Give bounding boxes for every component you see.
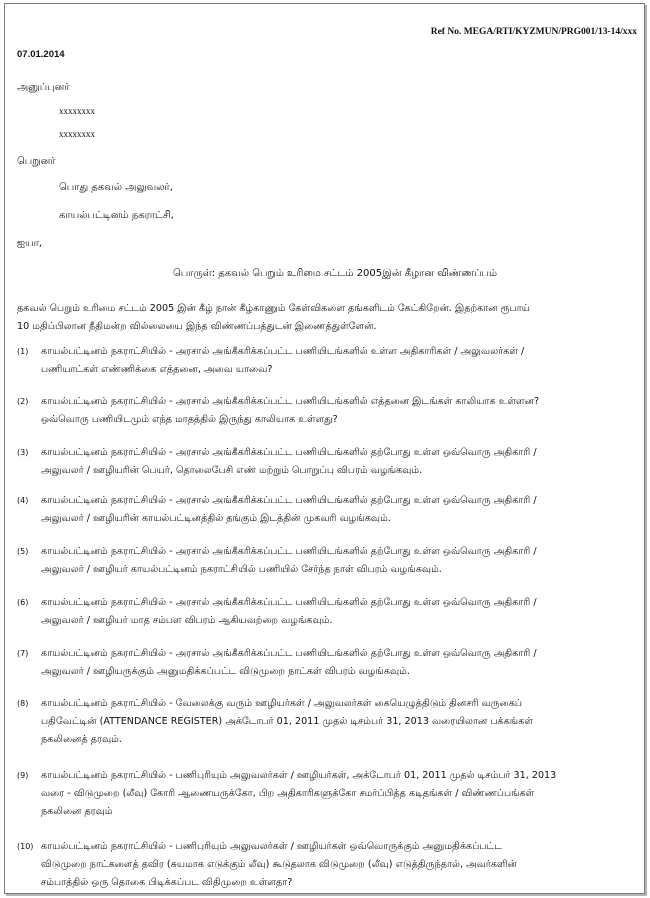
question-line: அலுவலர் / ஊழியர் மாத சம்பள விபரம் ஆகியவற்றை வழங்கவும். (41, 615, 333, 626)
question-number: (6) (17, 598, 29, 607)
question-line: அலுவலர் / ஊழியர் காயல்பட்டினம் நகராட்சியில் பணியில் சேர்ந்த நாள் விபரம் வழங்கவும். (41, 564, 442, 575)
question-number: (5) (17, 547, 29, 556)
question-line: பதிவேட்டின் (ATTENDANCE REGISTER) அக்டோபர் 01, 2011 முதல் டிசம்பர் 31, 2013 வரையிலான பக்கங்கள் (41, 716, 533, 727)
question-line: அலுவலர் / ஊழியருக்கும் அனுமதிக்கப்பட்ட விடுமுறை நாட்கள் விபரம் வழங்கவும். (41, 666, 410, 677)
question-line: காயல்பட்டினம் நகராட்சியில் - பணிபுரியும் அலுவலர்கள் / ஊழியர்கள், அக்டோபர் 01, 2011 முதல் டிசம்பர் 31, 2013 (41, 770, 557, 781)
reference-number: Ref No. MEGA/RTI/KYZMUN/PRG001/13-14/xxx (430, 27, 637, 37)
question-item (17, 594, 636, 630)
question-line: காயல்பட்டினம் நகராட்சியில் - அரசால் அங்கீகரிக்கப்பட்ட பணியிடங்களில் தற்போது உள்ள ஒவ்வொரு அதிகாரி / (41, 648, 537, 659)
question-number: (1) (17, 347, 29, 356)
question-number: (4) (17, 496, 29, 505)
question-item (17, 543, 636, 579)
question-line: வரை - விடுமுறை (லீவு) கோரி ஆணையருக்கோ, பிற அதிகாரிகளுக்கோ சமர்ப்பித்த கடிதங்கள் / விண்ணப்பங்கள் (41, 788, 535, 799)
question-item (17, 444, 636, 480)
recipient-line-2: காயல்பட்டினம் நகராட்சி, (59, 210, 174, 221)
question-line: ஒவ்வொரு பணியிடமும் எந்த மாதத்தில் இருந்து காலியாக உள்ளது? (41, 414, 338, 425)
question-line: காயல்பட்டினம் நகராட்சியில் - அரசால் அங்கீகரிக்கப்பட்ட பணியிடங்களில் தற்போது உள்ள ஒவ்வொரு அதிகாரி / (41, 597, 537, 608)
question-item (17, 767, 636, 821)
question-line: காயல்பட்டினம் நகராட்சியில் - அரசால் அங்கீகரிக்கப்பட்ட பணியிடங்களில் தற்போது உள்ள ஒவ்வொரு அதிகாரி / (41, 546, 537, 557)
question-line: நகலினைத் தரவும். (41, 734, 122, 745)
recipient-label: பெறுனர் (17, 156, 56, 167)
sender-line-2: xxxxxxxx (59, 129, 95, 139)
sender-line-1: xxxxxxxx (59, 106, 95, 116)
salutation: ஐயா, (17, 238, 43, 249)
question-item (17, 695, 636, 749)
letter-date: 07.01.2014 (17, 49, 65, 60)
question-number: (2) (17, 397, 29, 406)
question-line: காயல்பட்டினம் நகராட்சியில் - அரசால் அங்கீகரிக்கப்பட்ட பணியிடங்களில் எத்தனை இடங்கள் காலியாக உள்ளன? (41, 396, 540, 407)
sender-label: அனுப்புனர் (17, 82, 70, 93)
question-line: நகலினை தரவும் (41, 806, 113, 817)
document-page (4, 3, 645, 894)
question-line: பணியாட்கள் எண்ணிக்கை எத்தனை, அவை யாவை? (41, 364, 273, 375)
intro-line-1: தகவல் பெறும் உரிமை சட்டம் 2005 இன் கீழ் நான் கீழ்காணும் கேள்விகளை தங்களிடம் கேட்கிறேன். இதற்கான ரூபாய் (17, 303, 531, 314)
question-number: (8) (17, 699, 29, 708)
question-line: காயல்பட்டினம் நகராட்சியில் - அரசால் அங்கீகரிக்கப்பட்ட பணியிடங்களில் தற்போது உள்ள ஒவ்வொரு அதிகாரி / (41, 447, 537, 458)
question-item (17, 393, 636, 429)
question-line: அலுவலர் / ஊழியரின் காயல்பட்டினத்தில் தங்கும் இடத்தின் முகவரி வழங்கவும். (41, 513, 391, 524)
intro-paragraph (17, 300, 637, 336)
question-line: அலுவலர் / ஊழியரின் பெயர், தொலைபேசி எண் மற்றும் பொறுப்பு விபரம் வழங்கவும். (41, 465, 423, 476)
question-item (17, 838, 636, 892)
question-line: காயல்பட்டினம் நகராட்சியில் - வேலைக்கு வரும் ஊழியர்கள் / அலுவலர்கள் கையெழுத்திடும் தினசரி வருகைப் (41, 698, 523, 709)
intro-line-2: 10 மதிப்பிலான நீதிமன்ற வில்லையை இந்த விண்ணப்பத்துடன் இணைத்துள்ளேன். (17, 321, 377, 332)
question-number: (7) (17, 649, 29, 658)
question-line: விடுமுறை நாட்களைத் தவிர (சுயமாக எடுக்கும் லீவு) கூடுதலாக விடுமுறை (லீவு) எடுத்திருந்தால், அவர்களின் (41, 859, 517, 870)
question-item (17, 645, 636, 681)
question-item (17, 343, 636, 379)
question-number: (9) (17, 771, 29, 780)
question-line: காயல்பட்டினம் நகராட்சியில் - அரசால் அங்கீகரிக்கப்பட்ட பணியிடங்களில் தற்போது உள்ள ஒவ்வொரு அதிகாரி / (41, 495, 537, 506)
question-line: காயல்பட்டினம் நகராட்சியில் - பணிபுரியும் அலுவலர்கள் / ஊழியர்கள் ஒவ்வொருக்கும் அனுமதிக்கப்பட்ட (41, 841, 502, 852)
recipient-line-1: பொது தகவல் அலுவலர், (59, 182, 173, 193)
question-line: சம்பாத்தில் ஒரு தொகை பிடிக்கப்பட விதிமுறை உள்ளதா? (41, 877, 293, 888)
subject-line: பொருள்: தகவல் பெறும் உரிமை சட்டம் 2005இன் கீழான விண்ணப்பம் (173, 268, 498, 279)
question-number: (10) (17, 842, 34, 851)
question-number: (3) (17, 448, 29, 457)
question-item (17, 492, 636, 528)
question-line: காயல்பட்டினம் நகராட்சியில் - அரசால் அங்கீகரிக்கப்பட்ட பணியிடங்களில் உள்ள அதிகாரிகள் / அலுவலர்கள் / (41, 346, 525, 357)
